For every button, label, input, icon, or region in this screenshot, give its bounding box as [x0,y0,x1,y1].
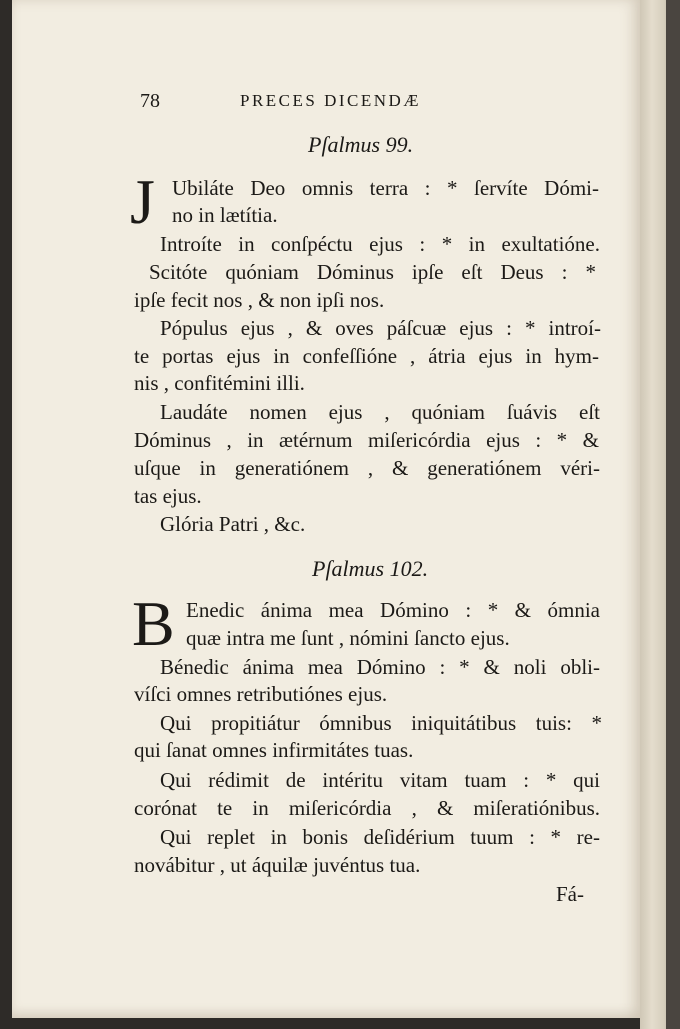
psalm-99-line: Scitóte quóniam Dóminus ipſe eſt Deus : * [149,260,596,284]
psalm-102-title: Pſalmus 102. [312,556,429,581]
psalm-99-line: Laudáte nomen ejus , quóniam ſuávis eſt [160,400,600,424]
psalm-102-line: quæ intra me ſunt , nómini ſancto ejus. [186,626,510,650]
psalm-99-line: Ubiláte Deo omnis terra : * ſervíte Dómi- [172,176,599,200]
psalm-102-line: qui ſanat omnes infirmitátes tuas. [134,738,414,762]
psalm-99-line: uſque in generatiónem , & generatiónem véri- [134,456,600,480]
psalm-99-line: ipſe fecit nos , & non ipſi nos. [134,288,385,312]
psalm-99-line: tas ejus. [134,484,202,508]
psalm-99-line: Dóminus , in ætérnum miſericórdia ejus : * & [134,428,599,452]
psalm-99-title: Pſalmus 99. [308,132,414,157]
psalm-102-line: corónat te in miſericórdia , & miſeratiónibus. [134,796,600,820]
psalm-102-line: Qui replet in bonis deſidérium tuum : * re- [160,825,600,849]
psalm-99-line: nis , confitémini illi. [134,371,305,395]
psalm-99-line: te portas ejus in confeſſióne , átria ejus in hym- [134,344,599,368]
psalm-99-line: Glória Patri , &c. [160,512,306,536]
page-number: 78 [140,90,160,112]
psalm-102-line: Bénedic ánima mea Dómino : * & noli obli- [160,655,600,679]
psalm-102-line: Qui propitiátur ómnibus iniquitátibus tuis: * [160,711,602,735]
psalm-102-dropcap: B [132,588,175,659]
psalm-102-line: Qui rédimit de intéritu vitam tuam : * qui [160,768,600,792]
psalm-102-line: Enedic ánima mea Dómino : * & ómnia [186,598,600,622]
psalm-102-line: víſci omnes retributiónes ejus. [134,682,388,706]
catchword: Fá- [556,882,584,906]
psalm-99-dropcap: J [130,166,155,237]
psalm-99-line: no in lætítia. [172,203,278,227]
running-title: PRECES DICENDÆ [240,91,421,110]
psalm-99-line: Introíte in conſpéctu ejus : * in exultatióne. [160,232,600,256]
psalm-99-line: Pópulus ejus , & oves páſcuæ ejus : * introí- [160,316,601,340]
psalm-102-line: novábitur , ut áquilæ juvéntus tua. [134,853,421,877]
